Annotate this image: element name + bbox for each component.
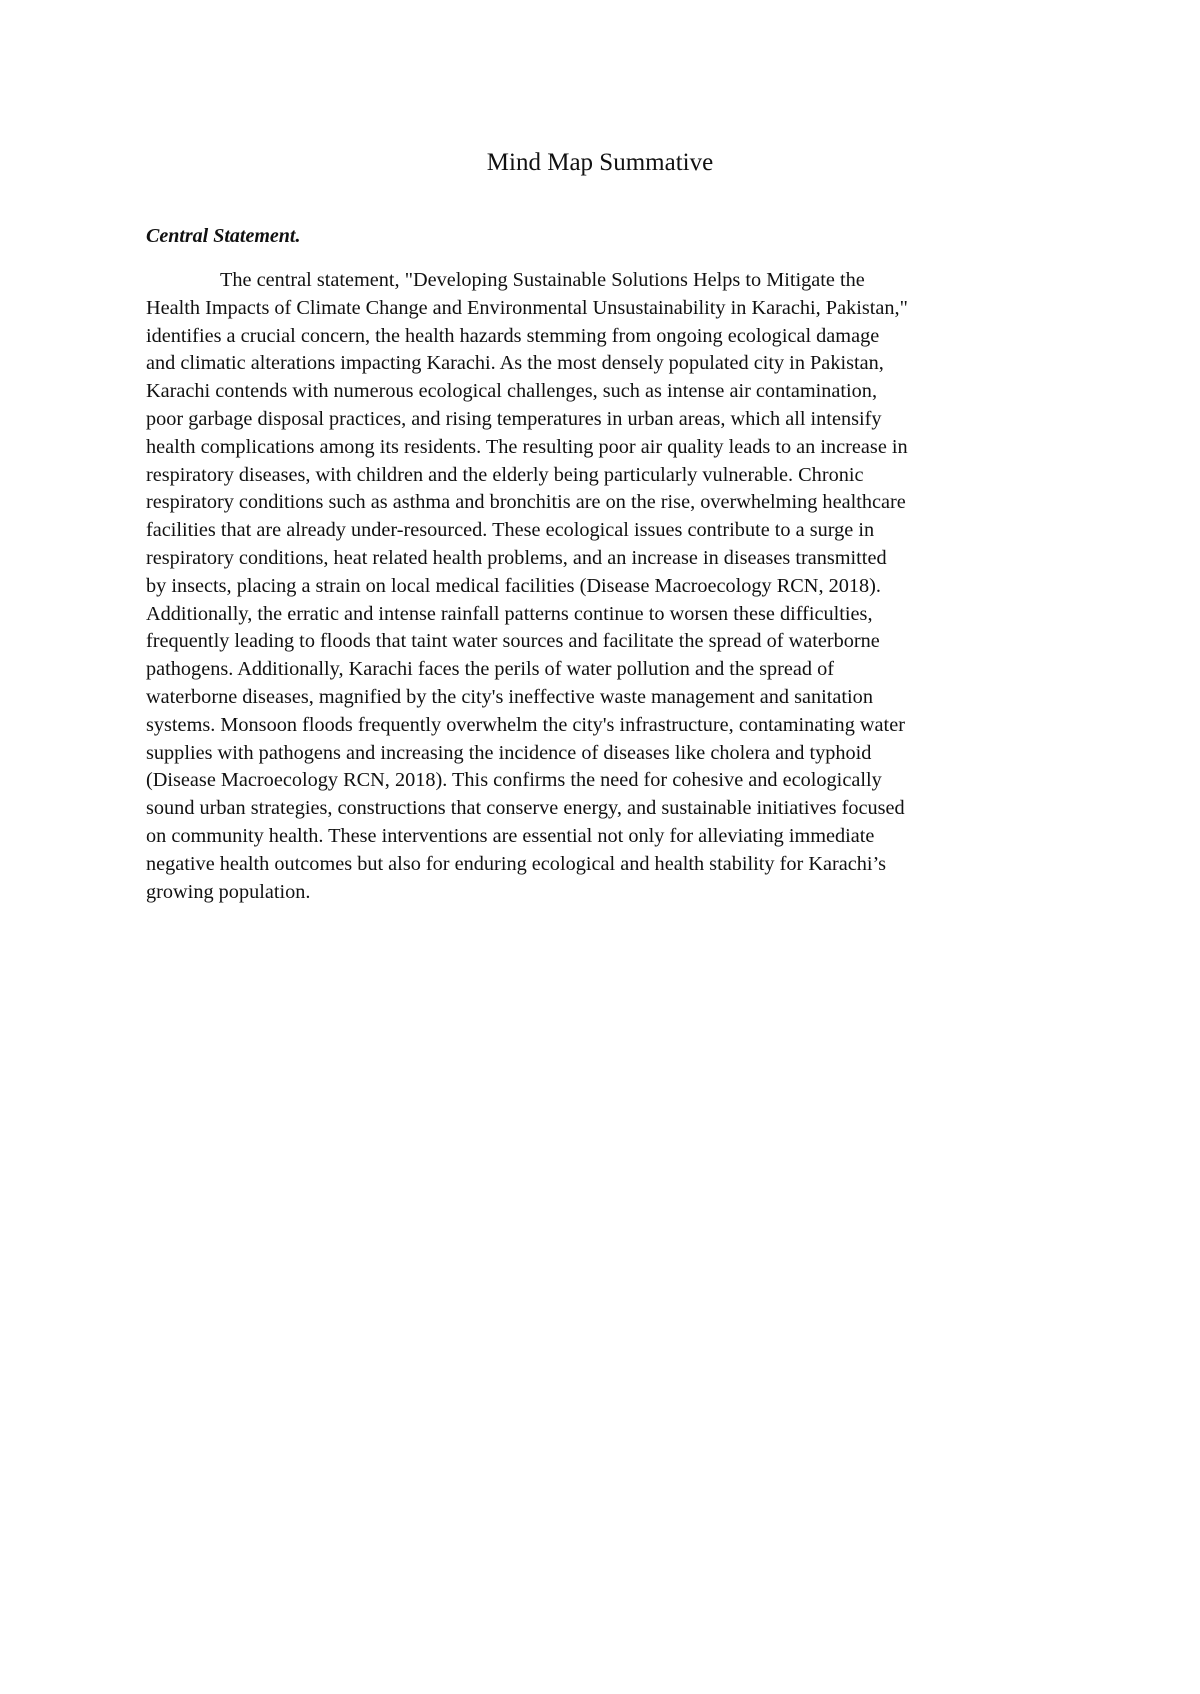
paragraph-line: sound urban strategies, constructions that conserve energy, and sustainable initiatives focused xyxy=(146,797,905,820)
body-paragraph xyxy=(146,267,1066,906)
paragraph-line: by insects, placing a strain on local medical facilities (Disease Macroecology RCN, 2018). xyxy=(146,574,881,597)
paragraph-line: Karachi contends with numerous ecological challenges, such as intense air contamination, xyxy=(146,380,878,403)
paragraph-line: identifies a crucial concern, the health hazards stemming from ongoing ecological damage xyxy=(146,324,880,347)
paragraph-line: growing population. xyxy=(146,880,311,903)
paragraph-line: waterborne diseases, magnified by the city's ineffective waste management and sanitation xyxy=(146,685,873,708)
paragraph-line: systems. Monsoon floods frequently overwhelm the city's infrastructure, contaminating water xyxy=(146,713,905,736)
paragraph-line: poor garbage disposal practices, and rising temperatures in urban areas, which all intensify xyxy=(146,407,882,430)
paragraph-line: and climatic alterations impacting Karachi. As the most densely populated city in Pakistan, xyxy=(146,352,884,375)
paragraph-line: Health Impacts of Climate Change and Environmental Unsustainability in Karachi, Pakistan," xyxy=(146,296,908,319)
paragraph-line: pathogens. Additionally, Karachi faces the perils of water pollution and the spread of xyxy=(146,658,835,681)
paragraph-line: health complications among its residents. The resulting poor air quality leads to an increase in xyxy=(146,435,908,458)
page-title: Mind Map Summative xyxy=(486,149,714,176)
paragraph-line: on community health. These interventions are essential not only for alleviating immediate xyxy=(146,824,875,847)
paragraph-line: negative health outcomes but also for enduring ecological and health stability for Karachi’s xyxy=(146,852,887,875)
paragraph-line: facilities that are already under-resourced. These ecological issues contribute to a surge in xyxy=(146,519,875,542)
paragraph-line: (Disease Macroecology RCN, 2018). This confirms the need for cohesive and ecologically xyxy=(146,769,882,792)
paragraph-line: respiratory conditions, heat related health problems, and an increase in diseases transmitted xyxy=(146,546,887,569)
paragraph-line: frequently leading to floods that taint water sources and facilitate the spread of waterborne xyxy=(146,630,880,653)
paragraph-line: supplies with pathogens and increasing the incidence of diseases like cholera and typhoid xyxy=(146,741,872,764)
paragraph-line: respiratory diseases, with children and the elderly being particularly vulnerable. Chronic xyxy=(146,463,864,486)
paragraph-line: Additionally, the erratic and intense rainfall patterns continue to worsen these difficulties, xyxy=(146,602,873,625)
paragraph-line: respiratory conditions such as asthma and bronchitis are on the rise, overwhelming healthcare xyxy=(146,491,906,514)
section-heading: Central Statement. xyxy=(146,225,301,247)
paragraph-line: The central statement, "Developing Sustainable Solutions Helps to Mitigate the xyxy=(220,269,865,291)
